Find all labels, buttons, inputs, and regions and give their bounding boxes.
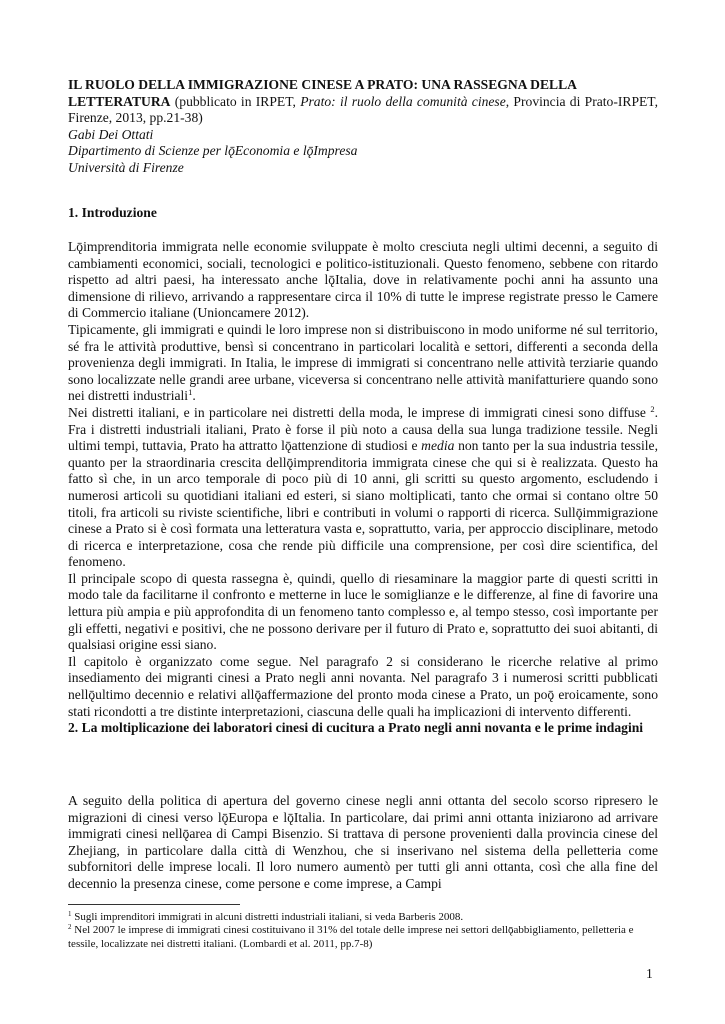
publication-note-b: , Provincia di Prato-IRPET, Firenze, 2013, pp.21-38)	[68, 93, 659, 126]
section-1-body	[68, 239, 658, 737]
paragraph	[68, 322, 658, 405]
author-university: Università di Firenze	[68, 159, 184, 175]
section-2-heading: 2. La moltiplicazione dei laboratori cinesi di cucitura a Prato negli anni novanta e le prime indagini	[68, 720, 644, 736]
paper-title-line-2: LETTERATURA	[68, 93, 171, 109]
page-number: 1	[646, 966, 653, 981]
footnotes	[68, 911, 658, 951]
emphasis-media: media	[421, 438, 455, 454]
paragraph: Il principale scopo di questa rassegna è, quindi, quello di riesaminare la maggior parte di questi scritti in modo tale da facilitarne il confronto e metterne in luce le somiglianze e le differenze, al fine di favorire una lettura più ampia e più approfondita di un fenomeno tanto complesso e, al tempo stesso, così importante per gli effetti, negativi e positivi, che ne possono derivare per il futuro di Prato e, soprattutto dei suoi abitanti, di qualsiasi origine essi siano.	[68, 570, 658, 653]
paragraph	[68, 405, 658, 571]
footnote-text: Sugli imprenditori immigrati in alcuni distretti industriali italiani, si veda Barberis 2008.	[71, 911, 464, 923]
publication-title: Prato: il ruolo della comunità cinese	[300, 93, 506, 109]
author-name: Gabi Dei Ottati	[68, 126, 154, 142]
paragraph: Il capitolo è organizzato come segue. Nel paragrafo 2 si considerano le ricerche relative al primo insediamento dei migranti cinesi a Prato negli anni novanta. Nel paragrafo 3 i numerosi scritti pubblicati nellǭultimo decennio e relativi allǭaffermazione del pronto moda cinese a Prato, un poǭ eroicamente, sono stati ricondotti a tre distinte interpretazioni, ciascuna delle quali ha implicazioni di intervento differenti.	[68, 653, 658, 719]
paragraph: Lǭimprenditoria immigrata nelle economie sviluppate è molto cresciuta negli ultimi decenni, a seguito di cambiamenti economici, sociali, tecnologici e politico-istituzionali. Questo fenomeno, sebbene con ritardo rispetto ad altri paesi, ha interessato anche lǭItalia, dove in relativamente pochi anni ha assunto una dimensione di rilievo, arrivando a rappresentare circa il 10% di tutte le imprese registrate presso le Camere di Commercio italiane (Unioncamere 2012).	[68, 239, 658, 321]
footnote-mark: 1	[68, 910, 72, 918]
paragraph-text: .	[192, 388, 196, 404]
paragraph-text: . Fra i distretti industriali italiani, Prato è forse il più noto a causa della sua lunga tradizione tessile. Negli ultimi tempi, tuttavia, Prato ha attratto lǭattenzione di studiosi e	[68, 404, 658, 454]
section-1-heading: 1. Introduzione	[68, 205, 157, 220]
footnote-ref-2[interactable]: 2	[650, 403, 655, 414]
footnote-2	[68, 924, 658, 951]
paper-title-line-1: IL RUOLO DELLA IMMIGRAZIONE CINESE A PRATO: UNA RASSEGNA DELLA	[68, 77, 577, 92]
paragraph-text: non tanto per la sua industria tessile, quanto per la straordinaria crescita dellǭimprenditoria immigrata cinese che qui si è realizzata. Questo ha fatto sì che, in un arco temporale di poco più di 10 anni, gli scritti su questo argomento, escludendo i numerosi articoli su quotidiani italiani ed esteri, si siano moltiplicati, tanto che ormai si contano oltre 50 titoli, fra articoli su riviste scientifiche, libri e contributi in volumi o rapporti di ricerca. Sullǭimmigrazione cinese a Prato si è così formata una letteratura vasta e, soprattutto, varia, per approccio disciplinare, metodo di ricerca e interpretazione, cosa che rende più difficile una comprensione, per così dire scientifica, del fenomeno.	[68, 438, 658, 570]
paragraph-text: Tipicamente, gli immigrati e quindi le loro imprese non si distribuiscono in modo uniforme né sul territorio, sé fra le attività produttive, bensì si concentrano in particolari località e settori, differenti a seconda della provenienza degli immigrati. In Italia, le imprese di immigrati si concentrano nelle attività terziarie quando sono localizzate nelle grandi aree urbane, viceversa si concentrano nelle attività manifatturiere quando sono nei distretti industriali	[68, 321, 658, 404]
footnote-mark: 2	[68, 923, 72, 932]
section-2-body	[68, 793, 658, 893]
paragraph-text: Nei distretti italiani, e in particolare nei distretti della moda, le imprese di immigrati cinesi sono diffuse	[68, 404, 651, 420]
paragraph: A seguito della politica di apertura del governo cinese negli anni ottanta del secolo scorso ripresero le migrazioni di cinesi verso lǭEuropa e lǭItalia. In particolare, dai primi anni ottanta iniziarono ad arrivare immigrati cinesi nellǭarea di Campi Bisenzio. Si trattava di persone provenienti dalla provincia cinese del Zhejiang, in particolare dalla città di Wenzhou, che si inserivano nel sistema della pelletteria come subfornitori delle imprese locali. Il loro numero aumentò per tutti gli anni ottanta, così che alla fine del decennio la presenza cinese, come persone e come imprese, a Campi	[68, 793, 658, 891]
footnote-ref-1[interactable]: 1	[188, 387, 193, 398]
paper-header	[68, 77, 658, 177]
footnote-1	[68, 911, 658, 924]
footnote-text: Nel 2007 le imprese di immigrati cinesi costituivano il 31% del totale delle imprese nei settori dellǭabbigliamento, pelletteria e tessile, localizzate nei distretti italiani. (Lombardi et al. 2011, pp.7-8)	[68, 924, 634, 950]
author-department: Dipartimento di Scienze per lǭEconomia e lǭImpresa	[68, 143, 358, 159]
publication-note-a: (pubblicato in IRPET,	[170, 93, 301, 109]
footnote-separator	[68, 904, 240, 905]
